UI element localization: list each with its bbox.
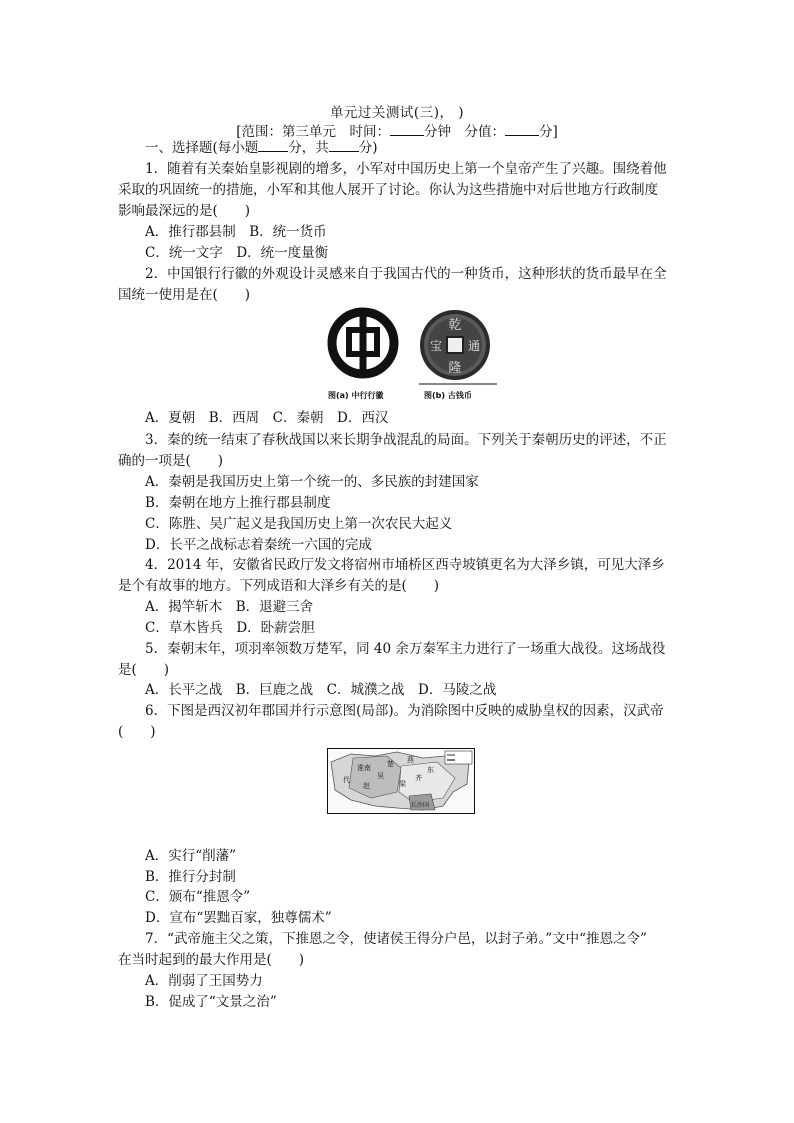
- q3-line1: 3．秦的统一结束了春秋战国以来长期争战混乱的局面。下列关于秦朝历史的评述，不正: [145, 432, 667, 448]
- title-tail: ， ): [439, 105, 465, 121]
- q5-options: A．长平之战 B．巨鹿之战 C．城濮之战 D．马陵之战: [145, 682, 497, 698]
- map-label: 吴: [377, 772, 384, 780]
- q4-line2: 是个有故事的地方。下列成语和大泽乡有关的是( ): [118, 578, 440, 594]
- per-question-blank: [258, 139, 288, 152]
- q6-line2: ( ): [118, 724, 156, 740]
- q2-options: A．夏朝 B．西周 C．秦朝 D．西汉: [145, 410, 389, 426]
- q1-options-cd: C．统一文字 D．统一度量衡: [145, 245, 329, 261]
- q3-line2: 确的一项是( ): [118, 453, 224, 469]
- range-suffix: 分]: [539, 124, 558, 140]
- q7-line2: 在当时起到的最大作用是( ): [118, 952, 305, 968]
- coin-char-right: 通: [467, 339, 481, 353]
- ancient-coin-icon: [419, 310, 497, 384]
- range-line: [0, 120, 794, 140]
- caption-b: 图(b) 古钱币: [424, 391, 472, 400]
- q5-line1: 5．秦朝末年，项羽率领数万楚军，同 40 余万秦军主力进行了一场重大战役。这场战役: [145, 641, 666, 657]
- q3-option-b: B．秦朝在地方上推行郡县制度: [145, 495, 331, 511]
- range-prefix: [范围：第三单元 时间：: [236, 124, 390, 140]
- section-heading: [145, 139, 715, 157]
- q6-map: [327, 748, 475, 814]
- map-label: 东: [427, 766, 434, 774]
- q3-option-a: A．秦朝是我国历史上第一个统一的、多民族的封建国家: [145, 474, 479, 490]
- map-label: 赵: [363, 782, 370, 790]
- map-label: 齐: [415, 774, 422, 782]
- total-blank: [329, 139, 359, 152]
- coin-char-left: 宝: [429, 339, 443, 353]
- q4-line1: 4．2014 年，安徽省民政厅发文将宿州市埇桥区西寺坡镇更名为大泽乡镇，可见大泽乡: [145, 557, 665, 573]
- map-label: 淮南: [357, 764, 371, 772]
- q6-option-c: C．颁布“推恩令”: [145, 889, 251, 905]
- coin-char-top: 乾: [448, 318, 462, 333]
- section-label: 一、选择题(每小题: [145, 140, 259, 156]
- range-min-unit: 分钟 分值：: [424, 124, 505, 140]
- q4-options-ab: A．揭竿斩木 B．退避三舍: [145, 599, 314, 615]
- q6-option-a: A．实行“削藩”: [145, 848, 237, 864]
- score-blank: [505, 123, 539, 136]
- q4-options-cd: C．草木皆兵 D．卧薪尝胆: [145, 620, 315, 636]
- coin-figure-svg: [327, 307, 499, 387]
- q3-option-c: C．陈胜、吴广起义是我国历史上第一次农民大起义: [145, 516, 453, 532]
- q1-line3: 影响最深远的是( ): [118, 203, 251, 219]
- q2-figure: [327, 307, 499, 403]
- map-label: 长沙国: [411, 802, 430, 809]
- title-text: 单元过关测试(三): [329, 105, 440, 121]
- q5-line2: 是( ): [118, 662, 170, 678]
- q7-line1: 7．“武帝施主父之策，下推恩之令，使诸侯王得分户邑，以封子弟。”文中“推恩之令”: [145, 931, 647, 947]
- han-map-svg: [327, 748, 475, 814]
- exam-title: [0, 101, 794, 121]
- map-label: 梁: [399, 780, 406, 788]
- q7-option-b: B．促成了“文景之治”: [145, 994, 277, 1010]
- section-mid: 分，共: [288, 140, 329, 156]
- caption-a: 图(a) 中行行徽: [328, 391, 384, 400]
- q1-options-ab: A．推行郡县制 B．统一货币: [145, 224, 327, 240]
- q1-line1: 1．随着有关秦始皇影视剧的增多，小军对中国历史上第一个皇帝产生了兴趣。围绕着他: [145, 161, 667, 177]
- map-label: 楚: [387, 760, 394, 768]
- q3-option-d: D．长平之战标志着秦统一六国的完成: [145, 537, 372, 553]
- q6-option-d: D．宣布“罢黜百家，独尊儒术”: [145, 910, 332, 926]
- q1-line2: 采取的巩固统一的措施，小军和其他人展开了讨论。你认为这些措施中对后世地方行政制度: [118, 182, 658, 198]
- coin-char-bottom: 隆: [448, 361, 462, 376]
- q2-line2: 国统一使用是在( ): [118, 287, 251, 303]
- section-end: 分): [358, 140, 378, 156]
- bank-logo-icon: [332, 310, 394, 376]
- q7-option-a: A．削弱了王国势力: [145, 973, 263, 989]
- map-label: 代: [343, 776, 350, 784]
- time-blank: [390, 123, 424, 136]
- q2-line1: 2．中国银行行徽的外观设计灵感来自于我国古代的一种货币，这种形状的货币最早在全: [145, 266, 667, 282]
- q6-option-b: B．推行分封制: [145, 869, 236, 885]
- map-label: 燕: [407, 756, 414, 764]
- q6-line1: 6．下图是西汉初年郡国并行示意图(局部)。为消除图中反映的威胁皇权的因素，汉武帝: [145, 703, 664, 719]
